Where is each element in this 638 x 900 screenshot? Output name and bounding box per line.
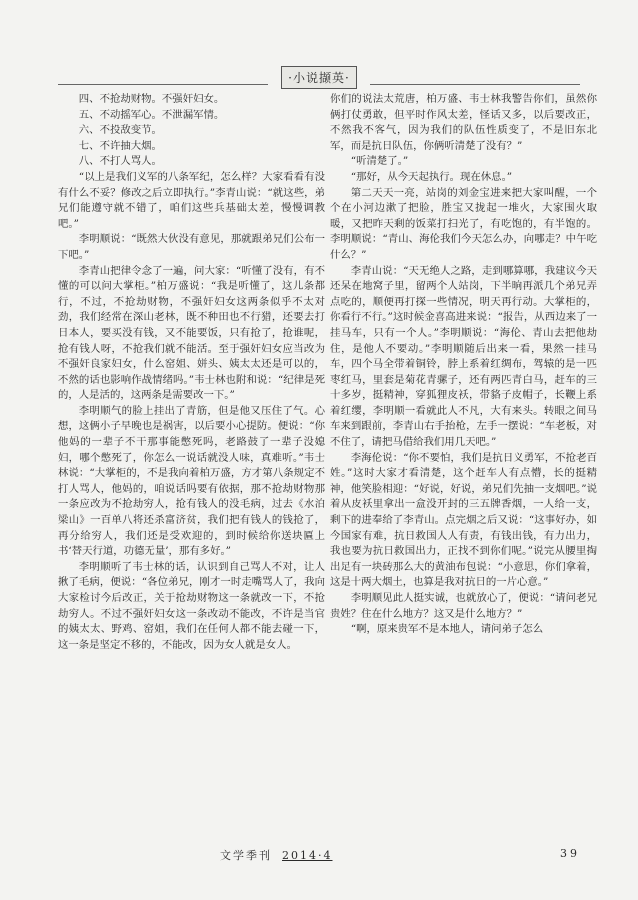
- paragraph: 李海伦说：“你不要怕，我们是抗日义勇军，不抢老百姓。”这时大家才看清楚，这个赶车人有点懵，长的挺精神，他笑脸相迎：“好说，好说，弟兄们先抽一支烟吧。”说着从皮袄里拿出一盒没开封的三五牌香烟，一人给一支，剩下的进奉给了李青山。点完烟之后又说：“这事好办，如今国家有难，抗日救国人人有责，有钱出钱，有力出力，我也要为抗日救国出力，正找不到你们呢。”说完从腰里掏出足有一块砖那么大的黄油布包说：“小意思，你们拿着，这是十两大烟土，也算是我对抗日的一片心意。”: [330, 451, 597, 589]
- paragraph: 你们的说法太荒唐，柏万盛、韦士林我警告你们，虽然你俩打仗勇敢，但平时作风太差，怪话又多，以后要改正，不然我不客气，因为我们的队伍性质变了，不是旧东北军，而是抗日队伍，你俩听清楚了没有？”: [330, 93, 597, 152]
- paragraph: 李明顺说：“既然大伙没有意见，那就跟弟兄们公布一下吧。”: [58, 233, 325, 261]
- left-column: [58, 92, 325, 837]
- issue-number: 2014·4: [282, 849, 333, 862]
- page-footer: [0, 847, 638, 863]
- header-rule-right: [370, 84, 580, 85]
- paragraph: 李明顺听了韦士林的话，认识到自己骂人不对，让人揪了毛病，便说：“各位弟兄，刚才一时走嘴骂人了，我向大家检讨今后改正，关于抢劫财物这一条就改一下，不抢劫穷人。不过不强奸妇女这一条改动不能改，不许是当官的姨太太、野鸡、窑姐，我们在任何人都不能去碰一下，这一条是坚定不移的，不能改，因为女人就是女人。: [58, 560, 325, 651]
- paragraph: 四、不抢劫财物。不强奸妇女。: [78, 93, 225, 105]
- paragraph: 李明顺气的脸上挂出了青筋，但是他又压住了气。心想，这俩小子早晚也是祸害，以后要小心提防。便说：“你他妈的一辈子不干那事能憋死吗，老路鼓了一辈子没媳妇，哪个憋死了，你怎么一说话就没人味，真难听。”韦士林说：“大掌柜的，不是我向着柏万盛，方才第八条规定不打人骂人，他妈的，咱说话吗要有依据，那不抢劫财物那一条应改为不抢劫穷人，抢有钱人的没毛病，过去《水泊梁山》一百单八将还杀富济贫，我们把有钱人的钱抢了，再分给穷人，我们还是受欢迎的，到时候给你送块匾上书‘替天行道，功德无量’，那有多好。”: [58, 404, 325, 558]
- section-title: ·小说撷英·: [281, 66, 357, 89]
- paragraph: 李明顺见此人挺实诚，也就放心了，便说：“请问老兄贵姓？住在什么地方？这又是什么地方？”: [330, 592, 597, 620]
- paragraph: “那好，从今天起执行。现在休息。”: [350, 170, 513, 183]
- paragraph: “啊，原来贵军不是本地人，请问弟子怎么: [350, 623, 544, 636]
- paragraph: 八、不打人骂人。: [78, 155, 162, 168]
- paragraph: 六、不投敌变节。: [78, 124, 162, 137]
- paragraph: 李青山把律令念了一遍，问大家：“听懂了没有，有不懂的可以问大掌柜。”柏万盛说：“我是听懂了，这儿条都行，不过，不抢劫财物，不强奸妇女这两条似乎不太对劲，我们经常在深山老林，既不种田也不行猎，还要去打日本人，要买没有钱，又不能要饭，只有抢了，抢谁呢，抢有钱人呀，不抢我们就不能活。至于强奸妇女应当改为不强奸良家妇女，什么窑姐、姘头、姨太太还是可以的，不然的话也影响作战情绪吗。”韦士林也附和说：“纪律是死的，人是活的，这两条是需要改一下。”: [58, 264, 325, 402]
- paragraph: “以上是我们义军的八条军纪，怎么样？大家看看有没有什么不妥？修改之后立即执行。”李青山说：“就这些，弟兄们能遵守就不错了，咱们这些兵基础太差，慢慢调教吧。”: [58, 170, 325, 230]
- paragraph: 五、不动摇军心。不泄漏军情。: [78, 108, 225, 121]
- paragraph: 李青山说：“天无绝人之路，走到哪算哪，我建议今天还呆在地窝子里，留两个人站岗，下半晌再派几个弟兄弄点吃的，顺便再打探一些情况，明天再行动。大掌柜的，你看行不行。”这时候金喜高进来说：“报告，从西边来了一挂马车，只有一个人。”李明顺说：“海伦、青山去把他劫住，是他人不要动。”李明顺随后出来一看，果然一挂马车，四个马全带着铜铃，脖上系着红绸布，驾辕的是一匹枣红马，里套是菊花青骡子，还有两匹青白马，赶车的三十多岁，挺精神，穿狐狸皮袄，带貉子皮帽子，长鞭上系着红缨，李明顺一看就此人不凡，大有来头。转眼之间马车来到跟前，李青山右手抬枪，左手一摆说：“车老板，对不住了，请把马借给我们用几天吧。”: [330, 264, 597, 449]
- section-header: [0, 66, 638, 89]
- header-rule-left: [58, 84, 268, 85]
- paragraph: “听清楚了。”: [350, 155, 409, 168]
- paragraph: 七、不许抽大烟。: [78, 139, 162, 152]
- footer-magazine: [220, 847, 333, 863]
- right-column: [330, 92, 597, 837]
- paragraph: 第二天天一亮，站岗的刘金宝进来把大家叫醒，一个个在小河边漱了把脸，胜宝又拢起一堆火，大家围火取暖，又把昨天剩的饭菜打扫光了，有吃饱的，有半饱的。李明顺说：“青山、海伦我们今天怎么办，向哪走？中午吃什么？”: [330, 186, 597, 261]
- magazine-name: 文学季刊: [220, 849, 272, 862]
- page-number: 39: [560, 847, 580, 860]
